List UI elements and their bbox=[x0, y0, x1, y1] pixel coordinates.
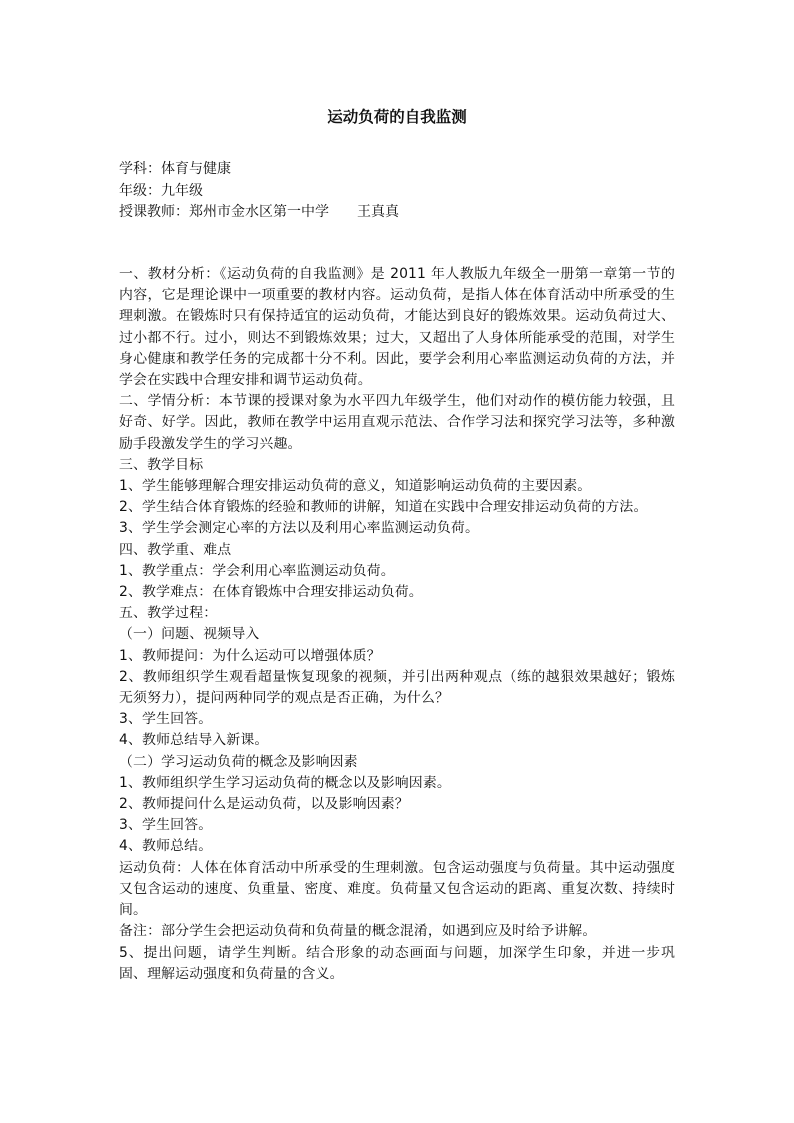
grade-line: 年级：九年级 bbox=[119, 182, 203, 199]
section-heading: 四、教学重、难点 bbox=[119, 541, 232, 558]
paragraph: 3、学生学会测定心率的方法以及利用心率监测运动负荷。 bbox=[119, 520, 480, 537]
paragraph: 二、学情分析：本节课的授课对象为水平四九年级学生，他们对动作的模仿能力较强，且好奇、好学。因此，教师在教学中运用直观示范法、合作学习法和探究学习法等，多种激励手段激发学生的学习兴趣。 bbox=[119, 393, 675, 452]
paragraph: 1、教师组织学生学习运动负荷的概念以及影响因素。 bbox=[119, 774, 451, 791]
paragraph: 4、教师总结。 bbox=[119, 838, 213, 855]
teacher-line bbox=[119, 202, 399, 224]
document-title: 运动负荷的自我监测 bbox=[327, 108, 467, 126]
paragraph: 5、提出问题，请学生判断。结合形象的动态画面与问题，加深学生印象，并进一步巩固、理解运动强度和负荷量的含义。 bbox=[119, 944, 675, 982]
paragraph: 2、教学难点：在体育锻炼中合理安排运动负荷。 bbox=[119, 584, 423, 601]
paragraph: 1、教学重点：学会利用心率监测运动负荷。 bbox=[119, 562, 395, 579]
document-meta bbox=[119, 159, 399, 224]
subsection-heading: （二）学习运动负荷的概念及影响因素 bbox=[119, 753, 358, 770]
document-body bbox=[119, 264, 675, 985]
paragraph: 2、学生结合体育锻炼的经验和教师的讲解，知道在实践中合理安排运动负荷的方法。 bbox=[119, 499, 648, 516]
paragraph: 3、学生回答。 bbox=[119, 711, 213, 728]
paragraph: 3、学生回答。 bbox=[119, 817, 213, 834]
paragraph: 备注：部分学生会把运动负荷和负荷量的概念混淆，如遇到应及时给予讲解。 bbox=[119, 923, 597, 940]
section-heading: 三、教学目标 bbox=[119, 456, 204, 473]
subject-line: 学科：体育与健康 bbox=[119, 161, 231, 177]
paragraph: 1、教师提问：为什么运动可以增强体质？ bbox=[119, 647, 381, 664]
section-heading: 五、教学过程： bbox=[119, 605, 218, 622]
subsection-heading: （一）问题、视频导入 bbox=[119, 626, 260, 643]
paragraph: 一、教材分析：《运动负荷的自我监测》是 2011 年人教版九年级全一册第一章第一节的内容，它是理论课中一项重要的教材内容。运动负荷，是指人体在体育活动中所承受的生理刺激。在锻炼时只有保持适宜的运动负荷，才能达到良好的锻炼效果。运动负荷过大、过小都不行。过小，则达不到锻炼效果；过大，又超出了人身体所能承受的范围，对学生身心健康和教学任务的完成都十分不利。因此，要学会利用心率监测运动负荷的方法，并学会在实践中合理安排和调节运动负荷。 bbox=[119, 266, 675, 389]
paragraph: 4、教师总结导入新课。 bbox=[119, 732, 269, 749]
paragraph: 运动负荷：人体在体育活动中所承受的生理刺激。包含运动强度与负荷量。其中运动强度又包含运动的速度、负重量、密度、难度。负荷量又包含运动的距离、重复次数、持续时间。 bbox=[119, 859, 675, 919]
paragraph: 1、学生能够理解合理安排运动负荷的意义，知道影响运动负荷的主要因素。 bbox=[119, 478, 592, 495]
paragraph: 2、教师组织学生观看超量恢复现象的视频，并引出两种观点（练的越狠效果越好；锻炼无须努力），提问两种同学的观点是否正确，为什么？ bbox=[119, 668, 675, 707]
paragraph: 2、教师提问什么是运动负荷，以及影响因素？ bbox=[119, 796, 409, 813]
teacher-name: 王真真 bbox=[357, 204, 399, 220]
teacher-label: 授课教师：郑州市金水区第一中学 bbox=[119, 204, 329, 220]
